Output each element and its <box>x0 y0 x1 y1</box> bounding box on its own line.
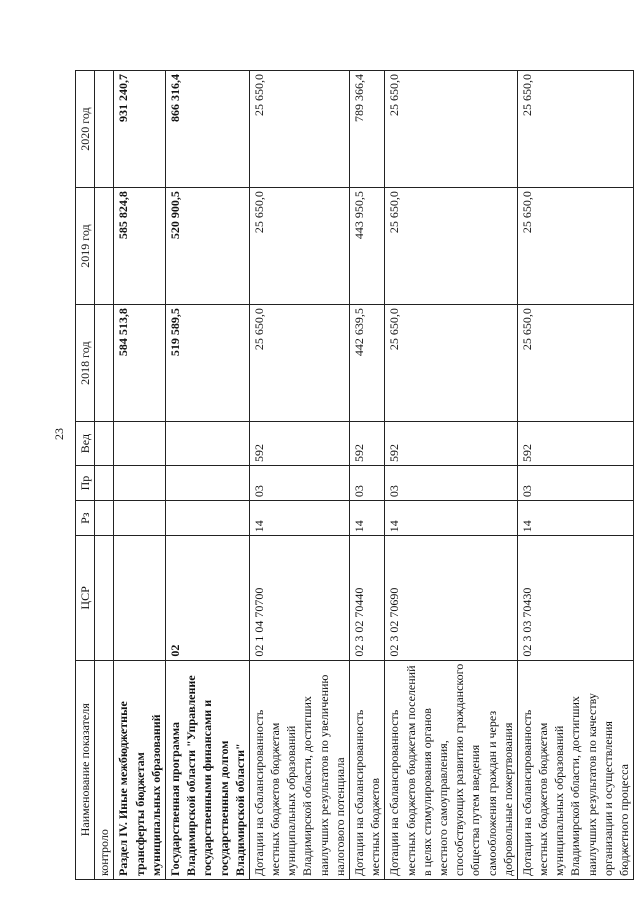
control-label: контроло <box>95 660 114 879</box>
row-pr: 03 <box>385 466 518 501</box>
header-pr: Пр <box>76 466 95 501</box>
row-csr: 02 3 02 70440 <box>350 536 385 660</box>
row-2018: 25 650,0 <box>249 305 349 422</box>
header-ved: Вед <box>76 422 95 466</box>
header-rz: Рз <box>76 501 95 536</box>
row-2020: 931 240,7 <box>114 71 166 188</box>
page-number: 23 <box>52 428 66 440</box>
row-rz: 14 <box>517 501 633 536</box>
header-2019: 2019 год <box>76 188 95 305</box>
row-2020: 25 650,0 <box>249 71 349 188</box>
row-name: Раздел IV. Иные межбюджетные трансферты бюджетам муниципальных образований <box>114 660 166 879</box>
budget-table <box>75 70 634 880</box>
row-csr <box>114 536 166 660</box>
row-pr <box>165 466 249 501</box>
row-pr: 03 <box>350 466 385 501</box>
table-row <box>385 71 518 880</box>
row-2019: 25 650,0 <box>385 188 518 305</box>
control-row <box>95 71 114 880</box>
row-rz: 14 <box>385 501 518 536</box>
row-2020: 25 650,0 <box>517 71 633 188</box>
row-ved <box>114 422 166 466</box>
row-ved: 592 <box>517 422 633 466</box>
table-row <box>517 71 633 880</box>
table-header-row <box>76 71 95 880</box>
row-name: Дотации на сбалансированность местных бюджетов бюджетам муниципальных образований Владимирской области, достигших наилучших результатов по качеству организации и осуществления бюджетного процесса <box>517 660 633 879</box>
row-2018: 25 650,0 <box>385 305 518 422</box>
table-row <box>165 71 249 880</box>
row-2019: 585 824,8 <box>114 188 166 305</box>
row-2020: 866 316,4 <box>165 71 249 188</box>
row-2019: 25 650,0 <box>517 188 633 305</box>
row-ved: 592 <box>385 422 518 466</box>
row-name: Дотации на сбалансированность местных бюджетов бюджетам муниципальных образований Владимирской области, достигших наилучших результатов по увеличению налогового потенциала <box>249 660 349 879</box>
row-csr: 02 3 03 70430 <box>517 536 633 660</box>
table-row <box>114 71 166 880</box>
row-pr: 03 <box>249 466 349 501</box>
row-ved <box>165 422 249 466</box>
row-name: Дотации на сбалансированность местных бюджетов бюджетам поселений в целях стимулирования органов местного самоуправления, способствующих развитию гражданского общества путем введения самообложения граждан и через добровольные пожертвования <box>385 660 518 879</box>
row-pr: 03 <box>517 466 633 501</box>
row-rz <box>165 501 249 536</box>
header-name: Наименование показателя <box>76 660 95 879</box>
row-name: Дотации на сбалансированность местных бюджетов <box>350 660 385 879</box>
row-rz <box>114 501 166 536</box>
row-ved: 592 <box>249 422 349 466</box>
header-2020: 2020 год <box>76 71 95 188</box>
row-name: Государственная программа Владимирской области "Управление государственными финансами и государственным долгом Владимирской области" <box>165 660 249 879</box>
row-rz: 14 <box>249 501 349 536</box>
table-row <box>249 71 349 880</box>
row-2020: 25 650,0 <box>385 71 518 188</box>
header-2018: 2018 год <box>76 305 95 422</box>
row-2018: 519 589,5 <box>165 305 249 422</box>
row-ved: 592 <box>350 422 385 466</box>
row-csr: 02 1 04 70700 <box>249 536 349 660</box>
table-row <box>350 71 385 880</box>
row-csr: 02 3 02 70690 <box>385 536 518 660</box>
row-2019: 443 950,5 <box>350 188 385 305</box>
row-csr: 02 <box>165 536 249 660</box>
row-2020: 789 366,4 <box>350 71 385 188</box>
rotated-table-container <box>75 70 631 880</box>
row-rz: 14 <box>350 501 385 536</box>
row-2018: 442 639,5 <box>350 305 385 422</box>
row-2018: 584 513,8 <box>114 305 166 422</box>
row-2018: 25 650,0 <box>517 305 633 422</box>
header-csr: ЦСР <box>76 536 95 660</box>
row-pr <box>114 466 166 501</box>
row-2019: 25 650,0 <box>249 188 349 305</box>
row-2019: 520 900,5 <box>165 188 249 305</box>
